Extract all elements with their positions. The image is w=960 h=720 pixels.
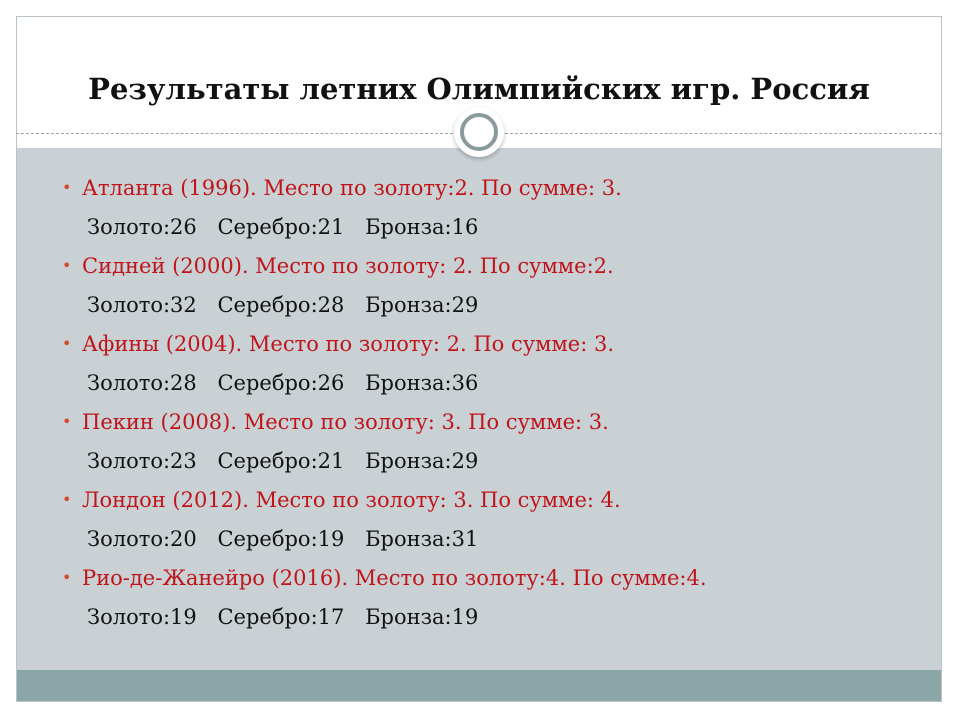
medal-counts [60, 601, 707, 640]
gold-count: Золото:28 [87, 371, 197, 395]
list-item [60, 250, 707, 328]
bullet-dot-icon: • [62, 334, 72, 353]
medal-counts [60, 445, 707, 484]
entry-heading: Афины (2004). Место по золоту: 2. По сумме: 3. [82, 332, 614, 356]
list-item [60, 484, 707, 562]
medal-counts [60, 211, 707, 250]
gold-count: Золото:19 [87, 605, 197, 629]
entry-heading-line [60, 562, 707, 601]
bullet-dot-icon: • [62, 256, 72, 275]
bronze-count: Бронза:31 [365, 527, 479, 551]
results-list [60, 172, 707, 640]
medal-counts [60, 289, 707, 328]
gold-count: Золото:23 [87, 449, 197, 473]
bullet-dot-icon: • [62, 568, 72, 587]
entry-heading-line [60, 328, 707, 367]
entry-heading-line [60, 406, 707, 445]
entry-heading: Атланта (1996). Место по золоту:2. По сумме: 3. [82, 176, 622, 200]
entry-heading-line [60, 250, 707, 289]
gold-count: Золото:32 [87, 293, 197, 317]
gold-count: Золото:20 [87, 527, 197, 551]
list-item [60, 562, 707, 640]
footer-bar [17, 670, 941, 701]
gold-count: Золото:26 [87, 215, 197, 239]
silver-count: Серебро:21 [217, 449, 345, 473]
bronze-count: Бронза:36 [365, 371, 479, 395]
bullet-dot-icon: • [62, 490, 72, 509]
slide-title: Результаты летних Олимпийских игр. Россия [88, 72, 870, 106]
entry-heading-line [60, 484, 707, 523]
bronze-count: Бронза:16 [365, 215, 479, 239]
bronze-count: Бронза:19 [365, 605, 479, 629]
medal-counts [60, 523, 707, 562]
bullet-dot-icon: • [62, 178, 72, 197]
silver-count: Серебро:26 [217, 371, 345, 395]
silver-count: Серебро:28 [217, 293, 345, 317]
bullet-dot-icon: • [62, 412, 72, 431]
entry-heading: Пекин (2008). Место по золоту: 3. По сумме: 3. [82, 410, 609, 434]
bronze-count: Бронза:29 [365, 293, 479, 317]
entry-heading: Лондон (2012). Место по золоту: 3. По сумме: 4. [82, 488, 621, 512]
silver-count: Серебро:21 [217, 215, 345, 239]
entry-heading: Рио-де-Жанейро (2016). Место по золоту:4. По сумме:4. [82, 566, 707, 590]
silver-count: Серебро:17 [217, 605, 345, 629]
entry-heading: Сидней (2000). Место по золоту: 2. По сумме:2. [82, 254, 614, 278]
entry-heading-line [60, 172, 707, 211]
bronze-count: Бронза:29 [365, 449, 479, 473]
ring-ornament-icon [454, 107, 504, 157]
silver-count: Серебро:19 [217, 527, 345, 551]
list-item [60, 406, 707, 484]
medal-counts [60, 367, 707, 406]
list-item [60, 172, 707, 250]
list-item [60, 328, 707, 406]
